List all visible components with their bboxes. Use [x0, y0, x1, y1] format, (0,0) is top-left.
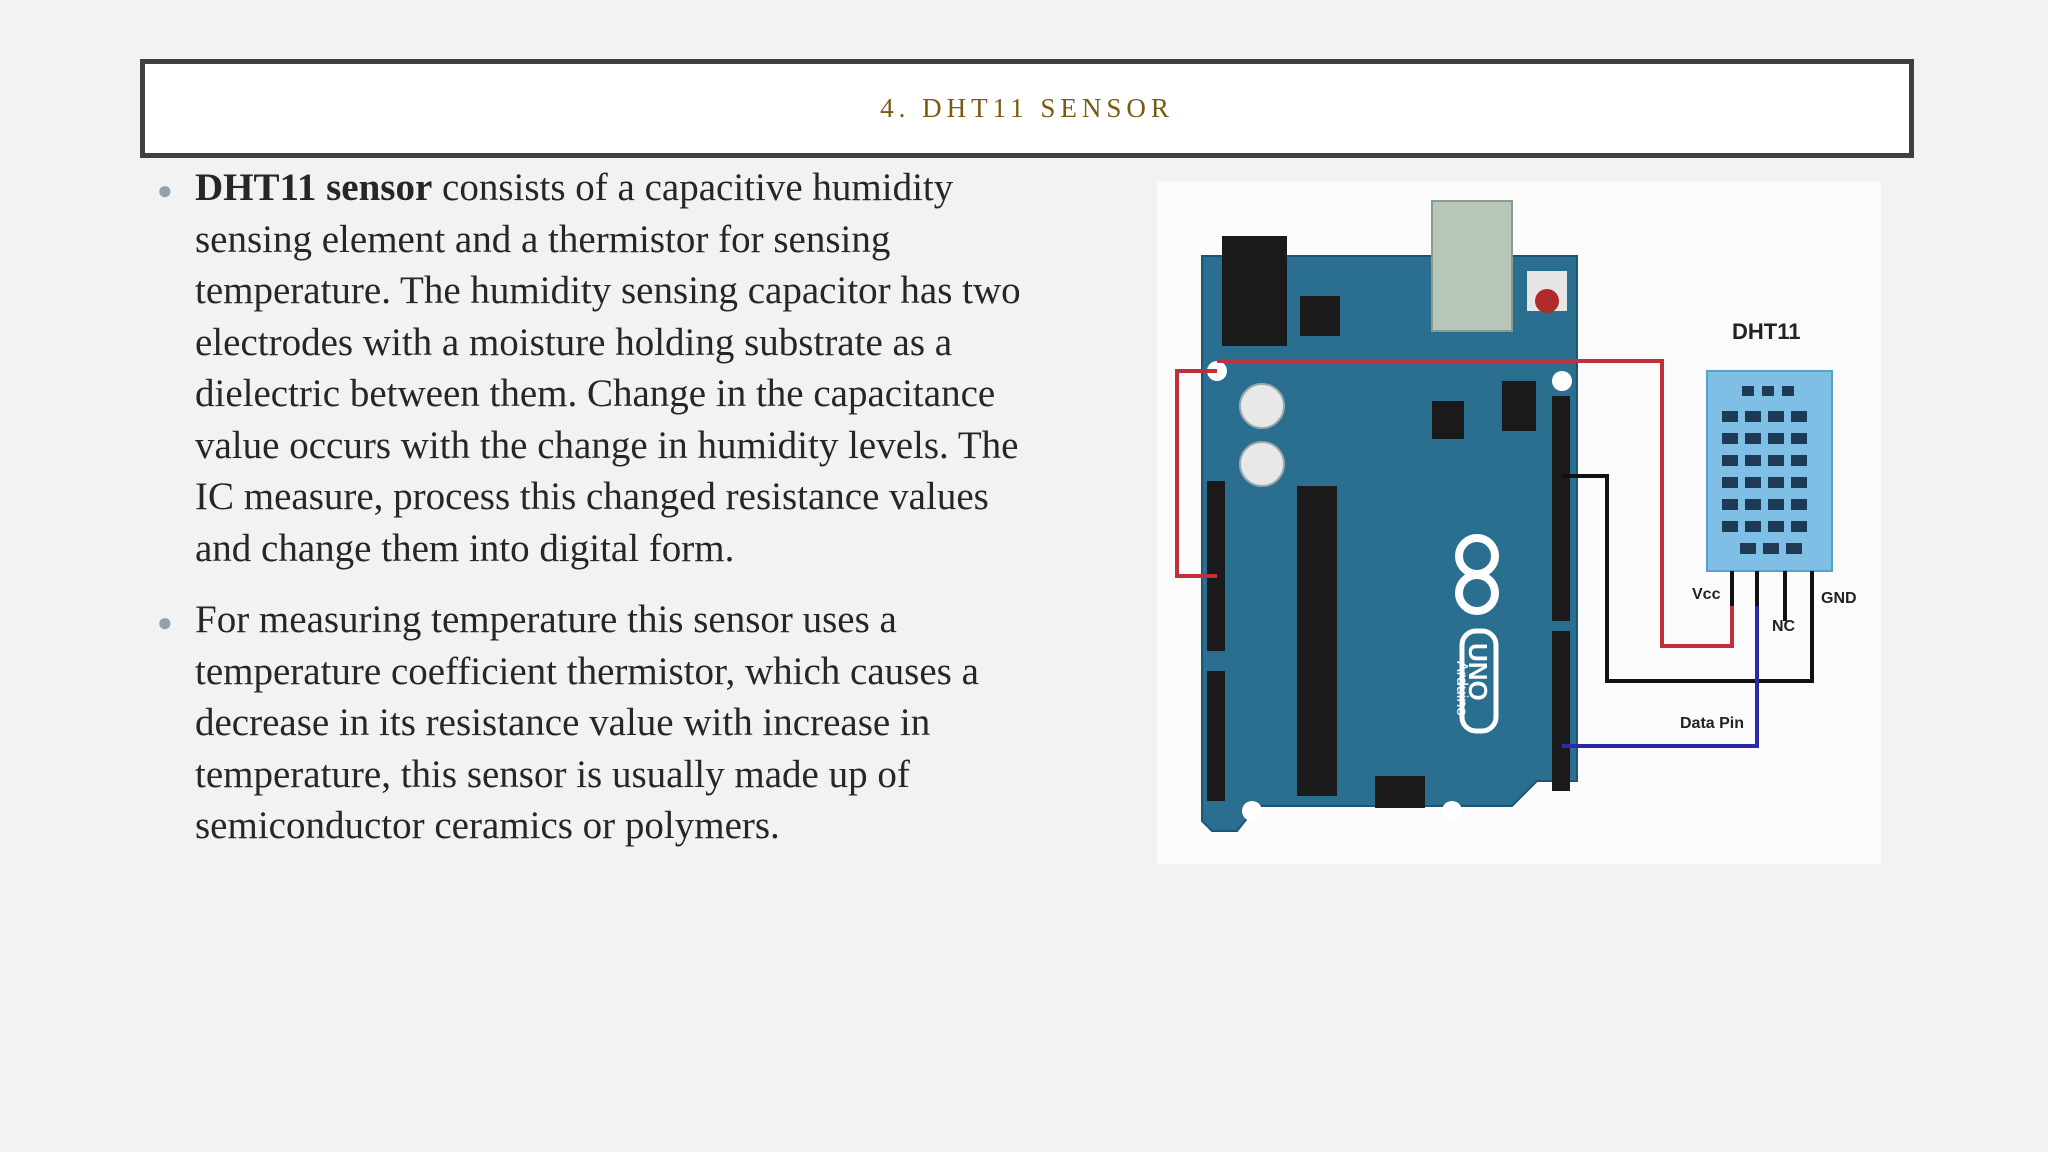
- pin-label-nc: NC: [1772, 618, 1796, 635]
- bullet-text: For measuring temperature this sensor uses a temperature coefficient thermistor, which causes a decrease in its resistance value with increase in temperature, this sensor is usually made up of semiconductor ceramics or polymers.: [195, 598, 979, 847]
- usb-port: [1432, 201, 1512, 331]
- wiring-diagram-svg: [1157, 181, 1881, 864]
- bullet-item: [150, 594, 1030, 852]
- bullet-lead-term: DHT11 sensor: [195, 166, 433, 209]
- sensor-label: DHT11: [1732, 319, 1801, 344]
- bullet-text: consists of a capacitive humidity sensing element and a thermistor for sensing temperature. The humidity sensing capacitor has two electrodes with a moisture holding substrate as a dielectric between them. Change in the capacitance value occurs with the change in humidity levels. The IC measure, process this changed resistance values and change them into digital form.: [195, 166, 1021, 570]
- board-model-label: UNO: [1463, 643, 1493, 701]
- reset-button-icon: [1535, 289, 1559, 313]
- board-brand-label: Arduino: [1453, 661, 1470, 717]
- wiring-diagram-image: [1157, 181, 1881, 864]
- power-jack: [1222, 236, 1287, 346]
- pin-label-gnd: GND: [1821, 590, 1857, 607]
- pin-label-vcc: Vcc: [1692, 586, 1721, 603]
- bullet-dot-icon: ●: [157, 608, 173, 637]
- bullet-dot-icon: ●: [157, 176, 173, 205]
- bullet-item: [150, 162, 1030, 574]
- bullet-list: [150, 162, 1030, 872]
- pin-label-data: Data Pin: [1680, 715, 1745, 732]
- microcontroller-chip: [1297, 486, 1337, 796]
- slide-title-box: [140, 59, 1914, 158]
- dht11-sensor: [1680, 319, 1857, 732]
- slide-title: 4. DHT11 SENSOR: [880, 93, 1174, 123]
- arduino-board: [1202, 201, 1577, 831]
